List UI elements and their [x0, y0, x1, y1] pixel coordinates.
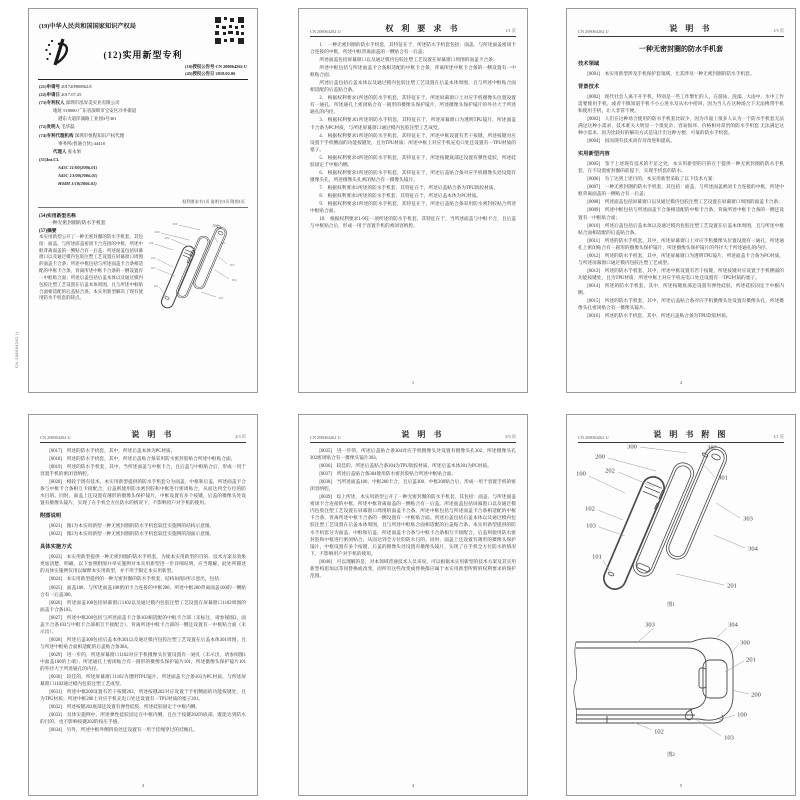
figure-ref-label: 300 — [740, 639, 750, 647]
field-label: (51)Int.Cl. — [39, 156, 59, 162]
figure-ref-label: 303 — [645, 621, 655, 629]
figure-ref-label: 102 — [150, 256, 156, 260]
figure-ref-label: 300 — [627, 443, 637, 451]
field-value: 深圳市恒程知识产权代理 — [74, 132, 125, 138]
publication-number: (10)授权公告号 CN 208064262 U — [185, 64, 247, 69]
field-value: A45C 11/00(2006.01) — [58, 164, 98, 170]
figure-1-drawing — [567, 441, 775, 613]
figure-ref-label: 202 — [164, 236, 170, 240]
bibliographic-fields — [39, 85, 174, 190]
description-paragraph: [0021] 图1为本实用新型一种无密封圈的防水手机套较佳实施例的结构示意图。 — [49, 524, 215, 530]
figure-ref-label: 300 — [172, 222, 178, 226]
figure-1 — [567, 441, 775, 613]
claim-paragraph: 6. 根据权利要求1所述的防水手机套，其特征在于，所述后盖贴合条对应手机摄像头处设置有摄像头孔，所述摄像头孔密闭贴合有一摄像头镜片。 — [310, 170, 516, 183]
description-page-2 — [28, 414, 258, 796]
figure-ref-label: 201 — [746, 656, 756, 664]
figure-ref-label: 304 — [231, 278, 237, 282]
cover-page — [28, 8, 258, 393]
figure-ref-label: 103 — [586, 522, 596, 530]
figure-ref-label: 302 — [707, 444, 717, 452]
header-publication-number: CN 208064262 U — [578, 435, 609, 440]
biblio-field-row — [39, 182, 174, 187]
description-paragraph: [0020] 相较于现有技术，本实用新型提供的防水手机套分为面盖、中框和后盖，所述面盖卡合条与中框卡合条相互卡接配合，后盖则使用防水密封胶和中框进行密闭贴合，从而达到全方位的防水目的。同时，面盖上还设置有薄形的摄像头保护镜片，中框设置有多个按键，后盖的摄像头处设置有摄像头镜片，实现了在手机全方位防水的情况下，不影响用户对手机的使用。 — [40, 480, 246, 507]
description-page-3-inner — [299, 415, 527, 795]
publication-date: (45)授权公告日 2018.02.06 — [185, 71, 236, 77]
page-footer-number: 1 — [411, 380, 415, 385]
figure-ref-label: 100 — [148, 241, 154, 245]
page-header — [578, 23, 784, 37]
header-page-indicator: 1/3 页 — [773, 28, 784, 33]
abstract-text: 本实用新型公开了一种无密封圈的防水手机套，其包括：面盖、与所述面盖密闭卡合连接的中框，所述中框背离面盖的一侧贴合有一后盖；所述面盖包括屏幕窗口以及通过模内包胶注塑工艺设置在屏幕窗口周围的面盖卡合条；所述中框包括与所述面盖卡合条相适配的中框卡合条，背离所述中框卡合条的一侧设置有一中框贴合面；所述后盖包括后盖本体以及通过模内包胶注塑工艺设置在后盖本体周围，且与所述中框贴合面相适配的后盖贴合条。本实用新型解决了现有使用防水手机套的缺点。 — [39, 234, 143, 301]
description-paragraph: [0011] 所述的防水手机套，其中，所述屏幕窗口上对应手机摄像头位置设置有一通孔，所述通孔上密闭贴合有一圆形的摄像头保护镜片，所述摄像头保护镜片的外径大于所述通孔的内径。 — [578, 238, 784, 251]
description-paragraph: [0007] 一种无密封圈的防水手机套，其包括：面盖、与所述面盖密闭卡合连接的中框，所述中框背离面盖的一侧贴合有一后盖； — [578, 185, 784, 198]
description-page-1-inner — [567, 9, 795, 392]
header-section-title: 权 利 要 求 书 — [385, 24, 461, 33]
figure-2 — [567, 620, 775, 765]
biblio-field-row — [39, 93, 174, 98]
header-section-title: 说 明 书 附 图 — [653, 430, 729, 439]
description-paragraph: [0030] 较佳的，所述屏幕窗口1102为透明TPU镜片，所述面盖卡合条103为PC材质，与所述屏幕窗口1102通过模内包胶注塑工艺成型。 — [40, 675, 246, 688]
description-paragraph: [0035] 进一步的，所述后盖贴合条304对应手机摄像头处设置有摄像头孔302，所述摄像头孔302密闭贴合有一摄像头镜片303。 — [310, 449, 516, 462]
claims-page — [298, 8, 528, 393]
figure-ref-label: 303 — [229, 263, 235, 267]
page-header — [40, 429, 246, 443]
description-paragraph: [0008] 所述面盖包括屏幕窗口以及通过模内包胶注塑工艺设置在屏幕窗口周围的面盖卡合条； — [587, 200, 783, 206]
description-paragraph: [0015] 所述的防水手机套，其中，所述后盖贴合条对应手机摄像头处设置有摄像头孔，所述摄像头孔密闭贴合有一摄像头镜片。 — [578, 299, 784, 312]
description-paragraph: [0034] 另外，所述中框外侧四角处还设置有一用于挂绳穿过的挂绳孔。 — [49, 728, 198, 734]
description-body — [310, 448, 516, 580]
figure-ref-label: 102 — [585, 505, 595, 513]
header-publication-number: CN 208064262 U — [578, 29, 609, 34]
description-paragraph: [0026] 所述面盖100包括屏幕窗口1102以及通过模内包胶注塑工艺设置在屏幕窗口1102周围的面盖卡合条103。 — [40, 600, 246, 613]
biblio-field-row — [39, 150, 174, 155]
claim-paragraph: 3. 根据权利要求1所述的防水手机套，其特征在于，所述屏幕窗口为透明TPU镜片，所述面盖卡合条为PC材质，与所述屏幕窗口通过模内包胶注塑工艺成型。 — [310, 118, 516, 131]
description-paragraph: [0001] 本实用新型涉及手机保护套领域，尤其涉及一种无密封圈的防水手机套。 — [587, 71, 755, 77]
figure-ref-label: 201 — [218, 296, 224, 300]
description-paragraph: [0018] 所述的防水手机套，其中，所述后盖贴合条采用防水密封胶贴合所述中框贴合面。 — [49, 457, 236, 463]
page-footer-number: 2 — [679, 380, 683, 385]
description-paragraph: [0037] 所述后盖贴合条304使用防水密封胶贴合所述中框贴合面。 — [319, 472, 457, 478]
claim-paragraph: 5. 根据权利要求4所述的防水手机套，其特征在于，所述按键底部还设置有弹性硅胶，所述硅胶固定于中框内侧。 — [310, 155, 516, 168]
header-section-title: 说 明 书 — [131, 430, 175, 439]
field-value: 2017.07.25 — [61, 92, 82, 98]
figure-ref-label: 301 — [220, 241, 226, 245]
description-paragraph: [0009] 所述中框包括与所述面盖卡合条相适配的中框卡合条，背离所述中框卡合条的一侧还设置有一中框贴合面； — [578, 208, 784, 221]
figure-ref-label: 201 — [727, 582, 737, 590]
figure-ref-label: 200 — [595, 453, 605, 461]
field-label: (73)专利权人 — [39, 100, 66, 106]
description-page-1 — [566, 8, 796, 393]
description-paragraph: 附图说明 — [40, 513, 62, 520]
biblio-field-row — [39, 117, 174, 122]
field-value: 深圳市泓昇美实业有限公司 — [65, 100, 120, 106]
biblio-field-row — [39, 174, 174, 179]
field-value: 毛华磊 — [61, 124, 75, 130]
field-value: A45C 13/00(2006.01) — [58, 173, 98, 179]
description-paragraph: [0004] 因而现有技术尚有待改进和提高。 — [587, 139, 675, 145]
claims-body — [310, 42, 516, 230]
figure-ref-label: 200 — [751, 691, 761, 699]
description-paragraph: 背景技术 — [578, 83, 600, 90]
header-page-indicator: 2/3 页 — [235, 434, 246, 439]
sec57-label: (57)摘要 — [39, 229, 57, 234]
header-rule — [38, 79, 248, 80]
description-paragraph: [0029] 进一步的，所述屏幕窗口1102对应手机摄像头位置设置有一通孔（未示出，请参阅图1中面盖100的上端），所述通孔上密闭贴合有一圆形的摄像头保护镜片101，所述摄像头保护镜片101的外径大于所述通孔的内径。 — [40, 652, 246, 673]
figure-ref-label: 304 — [748, 545, 758, 553]
claims-page-inner — [299, 9, 527, 392]
figure-ref-label: 202 — [605, 467, 615, 475]
description-paragraph: [0032] 所述按键202底部还设置有弹性硅胶，所述硅胶固定于中框内侧。 — [49, 705, 201, 711]
description-paragraph: [0038] 当所述面盖100、中框200卡合，且后盖300、中框200贴合后，形成一用于容置手机的密闭容纳腔。 — [310, 480, 516, 493]
biblio-field-row — [39, 158, 174, 163]
page-header — [310, 429, 516, 443]
figure-ref-label: 103 — [150, 266, 156, 270]
header-section-title: 说 明 书 — [401, 430, 445, 439]
header-page-indicator: 1/1 页 — [505, 28, 516, 33]
field-value: 事务所(普通合伙) 44418 — [58, 140, 105, 146]
figure-ref-label: 103 — [724, 734, 734, 742]
abstract-figure-drawing — [145, 212, 255, 322]
figure-ref-label: 101 — [153, 284, 159, 288]
description-paragraph: [0002] 现代社会人离不开手机，特别是一些工作繁忙的人，在游泳、洗澡、大雨中、水中工作需要使用手机，或者不慎知道手机不小心进水及从水中捞回，因为当人在这种场合下无法携带手机和使用手机，让人非常不便。 — [578, 94, 784, 115]
description-body — [40, 448, 246, 734]
figure-ref-label: 304 — [728, 621, 738, 629]
description-paragraph: [0012] 所述的防水手机套，其中，所述屏幕窗口为透明TPU镜片，所述面盖卡合条为PC材质，与所述屏幕窗口通过模内包胶注塑工艺成型。 — [578, 253, 784, 266]
description-paragraph: [0036] 较佳的，所述后盖贴合条304为TPU软胶材质，所述后盖本体301为PC材质。 — [319, 464, 492, 470]
description-paragraph: [0040] 可以理解的是，对本领域普通技术人员来说，可以根据本实用新型的技术方案及其实用新型构思加以等同替换或改变，而所有这些改变或替换都应属于本实用新型所附的权利要求的保护范围。 — [310, 559, 516, 579]
field-value: 张永果 — [67, 148, 82, 154]
biblio-field-row — [39, 85, 174, 90]
description-paragraph: [0022] 图2为本实用新型一种无密封圈的防水手机套较佳实施例的剖面示意图。 — [49, 532, 215, 538]
description-paragraph: [0039] 综上所述，本实用新型公开了一种无密封圈的防水手机套，其包括：面盖、与所述面盖密闭卡合连接的中框，所述中框背离面盖的一侧贴合有一后盖。所述面盖包括屏幕窗口以及通过模内包胶注塑工艺设置在屏幕窗口周围的面盖卡合条。所述中框包括与所述面盖卡合条相适配的中框卡合条，背离所述中框卡合条的一侧设置有一中框贴合面。所述后盖包括后盖本体以及通过模内包胶注塑工艺设置在后盖本体周围，且与所述中框贴合面相适配的后盖贴合条。本实用新型提供的防水手机套分为面盖、中框和后盖，所述面盖卡合条与中框卡合条相互卡接配合，后盖则使用防水密封胶和中框进行密闭贴合，从而达到全方位的防水目的。同时，面盖上还设置有薄形的摄像头保护镜片，中框设置有多个按键，后盖的摄像头处设置有摄像头镜片，实现了在手机全方位防水的情况下，不影响用户对手机的使用。 — [310, 495, 516, 557]
claim-paragraph: 1. 一种无密封圈的防水手机套，其特征在于，所述防水手机套包括：面盖、与所述面盖密闭卡合连接的中框，所述中框背离面盖的一侧贴合有一后盖； — [310, 43, 516, 56]
description-paragraph: 技术领域 — [578, 61, 600, 67]
page-header — [310, 23, 516, 37]
abstract-figure — [145, 212, 255, 322]
biblio-field-row — [39, 142, 174, 147]
description-paragraph: [0003] 人们在这种场合使用的防水手机套比较少，因为市面上很多人认为一个防水手机套无法满足这种小需求，技术难关大明显一个很复杂、容易损坏、价格相对昂贵的防水手机套 无法满足这种小需求，因为比较好的解决方式是设计出这种方便、可靠的防水手机套。 — [578, 117, 784, 137]
description-paragraph: [0025] 面盖100、与所述面盖100密闭卡合连接的中框200，所述中框200背离面盖100的一侧贴合有一后盖300。 — [40, 585, 246, 598]
field-label: (22)申请日 — [39, 92, 62, 98]
claim-paragraph: 9. 根据权利要求1所述的防水手机套，其特征在于，所述后盖贴合条采用防水密封胶贴合所述中框贴合面。 — [310, 201, 516, 215]
description-title: 一种无密封圈的防水手机套 — [639, 45, 723, 53]
description-paragraph: [0033] 具体实施例中，所述弹性硅胶固定在中框内侧，且位于按键202的底部，既能达到防水的目的，也不影响按键202的按压手感。 — [40, 713, 246, 726]
biblio-field-row — [39, 134, 174, 139]
claim-paragraph: 8. 根据权利要求1所述的防水手机套，其特征在于，所述后盖本体为PC材质。 — [319, 193, 481, 199]
description-paragraph: [0031] 所述中框200设置有若干按键202，所述按键202对应设置于手机侧面的功能按键处，且为TPU材质；所述中框200上对应手机充电口处还设置有一TPU材质的塞子201。 — [40, 690, 246, 703]
description-paragraph: 具体实施方式 — [40, 544, 72, 551]
description-page-2-inner — [29, 415, 257, 795]
field-value: 地址 518000 广东省深圳市宝安区沙井街道 — [53, 108, 137, 114]
description-paragraph: [0028] 所述后盖300包括后盖本体301以及通过模内包胶注塑工艺设置在后盖本体301周围，且与所述中框贴合面相适配的后盖贴合条304。 — [40, 637, 246, 650]
page-footer-number: 4 — [411, 783, 415, 788]
figure-ref-label: 100 — [737, 711, 747, 719]
claim-paragraph: 2. 根据权利要求1所述的防水手机套，其特征在于，所述屏幕窗口上对应手机摄像头位置设置有一通孔，所述通孔上密闭贴合有一圆形的摄像头保护镜片，所述摄像头保护镜片的外径大于所述通孔的内径。 — [310, 96, 516, 116]
document-kind-title: (12)实用新型专利 — [103, 50, 183, 60]
field-label: (72)发明人 — [39, 124, 62, 130]
header-publication-number: CN 208064262 U — [310, 29, 341, 34]
description-body — [578, 61, 784, 320]
header-publication-number: CN 208064262 U — [310, 435, 341, 440]
field-value: H04M 1/18(2006.01) — [58, 181, 97, 187]
biblio-field-row — [39, 109, 174, 114]
patent-office-name: (19)中华人民共和国国家知识产权局 — [39, 23, 136, 30]
description-page-3 — [298, 414, 528, 796]
note-rule — [38, 207, 248, 208]
page-footer-number: 5 — [679, 783, 683, 788]
figure-ref-label: 303 — [743, 515, 753, 523]
description-paragraph: [0006] 为了达到上述目的，本实用新型采取了以下技术方案： — [587, 177, 718, 183]
section-pages-note: 权利要求书1页 说明书3页 附图1页 — [182, 199, 245, 204]
figure-ref-label: 302 — [212, 223, 218, 227]
description-paragraph: [0023] 本实用新型提供一种无密封圈的防水手机套，为使本实用新型的目的、技术方案及效果更加清楚、明确，以下参照附图并举实施例对本实用新型进一步详细说明。应当理解，此处所描述的具体实施例仅用以解释本实用新型，并不用于限定本实用新型。 — [40, 555, 246, 575]
claim-paragraph: 所述面盖包括屏幕窗口以及通过模内包胶注塑工艺设置在屏幕窗口周围的面盖卡合条； — [319, 58, 498, 64]
figure-ref-label: 100 — [576, 470, 586, 478]
description-paragraph: [0005] 鉴于上述现有技术的不足之处，本实用新型的目的在于提供一种无密封圈的防水手机套，在不设置密封圈的前提下，实现手机套的防水。 — [578, 162, 784, 175]
field-value: 港东大道洋涌路工业园3号301 — [58, 116, 117, 122]
claim-paragraph: 10. 根据权利要求1-9任一项所述的防水手机套，其特征在于，当所述面盖与中框卡合，且后盖与中框贴合后，形成一用于容置手机的密闭容纳腔。 — [310, 217, 516, 230]
figure-2-caption: 图2 — [667, 753, 675, 758]
description-paragraph: [0024] 本实用新型提供的一种无密封圈的防水手机套，结构如图1所示意出，包括： — [49, 577, 224, 583]
claim-paragraph: 7. 根据权利要求1所述的防水手机套，其特征在于，所述后盖贴合条为TPU软胶材质。 — [319, 185, 499, 191]
field-label: (21)申请号 — [39, 84, 62, 89]
figure-ref-label: 301 — [718, 474, 728, 482]
side-publication-number: CN 208064262 U — [14, 331, 19, 368]
biblio-field-row — [39, 125, 174, 130]
page-footer-number: 3 — [141, 783, 145, 788]
figure-ref-label: 101 — [592, 553, 602, 561]
utility-model-title: 一种无密封圈的防水手机套 — [48, 221, 106, 226]
figure-ref-label: 200 — [154, 230, 160, 234]
header-publication-number: CN 208064262 U — [40, 435, 71, 440]
header-page-indicator: 1/1 页 — [773, 434, 784, 439]
figure-ref-label: 102 — [654, 728, 664, 736]
biblio-field-row — [39, 166, 174, 171]
cover-page-inner — [29, 9, 257, 392]
header-page-indicator: 3/3 页 — [505, 434, 516, 439]
description-paragraph: [0027] 所述中框200包括与所述面盖卡合条103相适配的中框卡合部（未标注，请参阅图2，面盖卡合条103与中框卡合部相互卡接配合），背离所述中框卡合部的一侧还设置有一中框贴合面（未示出）。 — [40, 615, 246, 635]
description-paragraph: [0013] 所述的防水手机套，其中，所述中框设置有若干按键，所述按键对应设置于手机侧面的功能按键处，且为TPU材质；所述中框上对应手机充电口处还设置有一TPU材质的塞子。 — [578, 268, 784, 281]
claim-paragraph: 4. 根据权利要求1所述的防水手机套，其特征在于，所述中框设置有若干按键，所述按键对应设置于手机侧面的功能按键处，且为TPU材质；所述中框上对应手机充电口处还设置有一TPU材质的塞子。 — [310, 133, 516, 153]
claim-paragraph: 所述中框包括与所述面盖卡合条相适配的中框卡合条，背离所述中框卡合条的一侧设置有一中框贴合面； — [310, 66, 516, 79]
description-paragraph: [0010] 所述后盖包括后盖本体以及通过模内包胶注塑工艺设置在后盖本体周围，且与所述中框贴合面相适配的后盖贴合条。 — [578, 223, 784, 236]
header-section-title: 说 明 书 — [669, 24, 713, 33]
drawings-page — [566, 414, 796, 796]
sec54-label: (54)实用新型名称 — [39, 214, 76, 219]
drawings-page-inner — [567, 415, 795, 795]
field-value: 201720900862.8 — [61, 84, 92, 89]
field-label: (74)专利代理机构 — [39, 132, 75, 138]
figure-1-caption: 图1 — [667, 603, 675, 608]
field-label: 代理人 — [53, 148, 68, 154]
description-paragraph: [0014] 所述的防水手机套，其中，所述按键底部还设置有弹性硅胶，所述硅胶固定于中框内侧。 — [578, 283, 784, 296]
description-paragraph: 实用新型内容 — [578, 151, 610, 158]
description-paragraph: [0017] 所述的防水手机套，其中，所述后盖本体为PC材质。 — [49, 449, 176, 454]
description-paragraph: [0016] 所述的防水手机套，其中，所述后盖贴合条为TPU软胶材质。 — [587, 314, 731, 320]
claim-paragraph: 所述后盖包括后盖本体以及通过模内包胶注塑工艺设置在后盖本体周围，且与所述中框贴合面相适配的后盖贴合条。 — [310, 81, 516, 94]
publication-block — [185, 63, 247, 78]
barcode-icon — [215, 17, 245, 44]
description-paragraph: [0019] 所述的防水手机套，其中，当所述面盖与中框卡合，且后盖与中框贴合后，形成一用于容置手机的密闭容纳腔。 — [40, 465, 246, 478]
biblio-field-row — [39, 101, 174, 106]
